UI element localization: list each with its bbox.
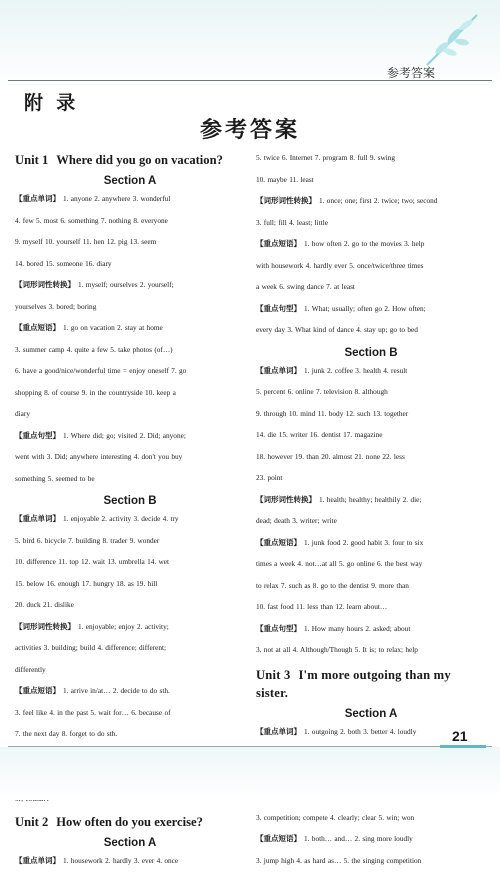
header-divider <box>8 80 492 81</box>
unit-3-heading <box>256 666 486 702</box>
answer-block <box>15 193 245 484</box>
answer-text: 15. below 16. enough 17. hungry 18. as 19. hill <box>15 578 158 588</box>
answer-line <box>256 601 486 612</box>
category-tag: 【词形词性转换】 <box>256 494 316 504</box>
section-heading: Section A <box>344 707 398 720</box>
answer-line <box>256 855 486 866</box>
answer-line <box>15 193 245 204</box>
answer-line <box>256 260 486 271</box>
answer-text: 5. twice 6. Internet 7. program 8. full 9. swing <box>256 153 396 162</box>
answer-line <box>15 685 245 696</box>
page-number-underline <box>440 745 486 748</box>
answer-text: activities 3. building; build 4. difference; different; <box>15 643 167 652</box>
answer-line <box>15 578 245 589</box>
answer-text: a week 6. swing dance 7. at least <box>256 282 355 291</box>
answer-text: 1. arrive in/at… 2. decide to do sth. <box>63 686 170 695</box>
answer-text: 1. Where did; go; visited 2. Did; anyone; <box>63 430 186 440</box>
answer-text: 1. junk food 2. good habit 3. four to six <box>304 537 424 547</box>
answer-line <box>256 833 486 844</box>
category-tag: 【重点句型】 <box>256 623 301 633</box>
answer-line <box>15 451 245 462</box>
answer-line <box>15 556 245 567</box>
answer-line <box>256 217 486 228</box>
answer-text: dead; death 3. writer; write <box>256 516 337 525</box>
answer-line <box>15 599 245 610</box>
answer-text: 9. through 10. mind 11. body 12. such 13. together <box>256 408 409 418</box>
unit-1-heading <box>15 152 245 169</box>
page-number: 21 <box>452 728 468 744</box>
answer-line <box>15 430 245 441</box>
answer-line <box>256 580 486 591</box>
answer-text: 1. enjoyable 2. activity 3. decide 4. try <box>63 514 179 523</box>
category-tag: 【重点短语】 <box>256 239 301 248</box>
answer-text: something 5. seemed to be <box>15 473 95 483</box>
answer-text: 5. bird 6. bicycle 7. building 8. trader 9. wonder <box>15 535 160 545</box>
answer-line <box>256 408 486 419</box>
answer-text: 9. myself 10. yourself 11. hen 12. pig 13. seem <box>15 237 157 246</box>
answer-text: with housework 4. hardly ever 5. once/twice/three times <box>256 260 424 270</box>
answer-line <box>256 238 486 249</box>
answer-text: went with 3. Did; anywhere interesting 4. don't you buy <box>15 452 183 461</box>
answer-line <box>15 215 245 226</box>
answer-text: 6. have a good/nice/wonderful time = enjoy oneself 7. go <box>15 366 187 375</box>
answer-text: every day 3. What kind of dance 4. stay up; go to bed <box>256 325 418 334</box>
answer-line <box>15 664 245 675</box>
answer-text: 1. both… and… 2. sing more loudly <box>304 834 413 843</box>
unit-title: I'm more outgoing than my sister. <box>256 667 451 700</box>
answer-line <box>256 281 486 292</box>
answer-text: times a week 4. not…at all 5. go online 6. the best way <box>256 559 423 568</box>
answer-line <box>15 513 245 524</box>
answer-line <box>15 408 245 419</box>
answer-line <box>256 429 486 440</box>
answer-line <box>15 535 245 546</box>
leaf-branch-icon <box>422 10 482 70</box>
answer-line <box>15 473 245 484</box>
answer-text: 3. feel like 4. in the past 5. wait for… 6. because of <box>15 707 171 717</box>
answer-line <box>15 621 245 632</box>
answer-text: differently <box>15 664 46 674</box>
answer-line <box>15 322 245 333</box>
answer-text: 1. junk 2. coffee 3. health 4. result <box>304 365 408 375</box>
answer-text: 20. duck 21. dislike <box>15 600 74 609</box>
answer-text: 1. go on vacation 2. stay at home <box>63 323 163 332</box>
answer-text: 1. health; healthy; healthily 2. die; <box>319 494 422 504</box>
answer-line <box>256 195 486 206</box>
section-heading: Section B <box>344 346 398 359</box>
answer-text: 5. percent 6. online 7. television 8. although <box>256 387 388 396</box>
unit-number: Unit 3 <box>256 667 291 682</box>
category-tag: 【重点句型】 <box>256 303 301 313</box>
header-label: 参考答案 <box>387 66 436 80</box>
answer-line <box>256 644 486 655</box>
answer-line <box>256 623 486 634</box>
answer-line <box>256 494 486 505</box>
category-tag: 【词形词性转换】 <box>15 280 75 289</box>
section-heading: Section B <box>103 495 157 507</box>
unit-number: Unit 2 <box>15 815 49 829</box>
answer-block <box>256 152 486 335</box>
footer-divider <box>8 746 492 747</box>
answer-text: 1. how often 2. go to the movies 3. help <box>304 239 425 248</box>
answer-text: 3. summer camp 4. quite a few 5. take photos (of…) <box>15 344 173 354</box>
category-tag: 【重点单词】 <box>15 514 60 523</box>
answer-text: 1. housework 2. hardly 3. ever 4. once <box>63 856 179 865</box>
answer-text: 3. full; fill 4. least; little <box>256 217 329 227</box>
answer-text: 18. however 19. than 20. almost 21. none 22. less <box>256 451 405 461</box>
answer-text: 10. fast food 11. less than 12. learn about… <box>256 602 388 611</box>
answer-line <box>15 258 245 269</box>
answer-text: 3. not at all 4. Although/Though 5. It is; to relax; help <box>256 645 418 654</box>
category-tag: 【重点单词】 <box>256 726 301 736</box>
unit-2-heading <box>15 814 245 831</box>
answer-block <box>256 365 486 656</box>
answer-text: 1. outgoing 2. both 3. better 4. loudly <box>304 726 417 736</box>
footer-band <box>0 747 500 800</box>
answer-line <box>15 301 245 312</box>
answer-text: 23. point <box>256 473 283 482</box>
answer-text: 1. How many hours 2. asked; about <box>304 623 411 633</box>
answer-text: 1. anyone 2. anywhere 3. wonderful <box>63 194 171 203</box>
section-heading: Section A <box>103 837 157 849</box>
appendix-heading: 附 录 <box>24 93 80 114</box>
answer-line <box>15 387 245 398</box>
page-title: 参考答案 <box>199 117 300 142</box>
answer-text: 14. die 15. writer 16. dentist 17. magazine <box>256 430 383 439</box>
answer-text: 1. enjoyable; enjoy 2. activity; <box>78 621 169 631</box>
answer-text: to relax 7. such as 8. go to the dentist 9. more than <box>256 580 409 590</box>
answer-text: diary <box>15 409 30 418</box>
answer-line <box>256 386 486 397</box>
answer-text: 1. myself; ourselves 2. yourself; <box>78 280 174 289</box>
answer-line <box>256 174 486 185</box>
answer-line <box>256 515 486 526</box>
answer-line <box>15 279 245 290</box>
answer-text: 10. maybe 11. least <box>256 174 314 184</box>
section-heading: Section A <box>103 175 157 187</box>
category-tag: 【重点单词】 <box>15 856 60 865</box>
category-tag: 【词形词性转换】 <box>256 196 316 205</box>
answer-line <box>256 303 486 314</box>
answer-text: shopping 8. of course 9. in the countryside 10. keep a <box>15 387 176 397</box>
answer-line <box>15 728 245 739</box>
answer-text: yourselves 3. bored; boring <box>15 301 97 311</box>
answer-line <box>15 365 245 376</box>
answer-line <box>15 855 245 866</box>
answer-text: 7. the next day 8. forget to do sth. <box>15 729 118 738</box>
category-tag: 【重点短语】 <box>256 834 301 843</box>
answer-text: 3. competition; compete 4. clearly; clear 5. win; won <box>256 812 415 822</box>
answer-text: 3. jump high 4. as hard as… 5. the singing competition <box>256 855 422 865</box>
category-tag: 【重点单词】 <box>15 194 60 203</box>
answer-line <box>256 558 486 569</box>
unit-title: Where did you go on vacation? <box>56 153 223 167</box>
category-tag: 【重点短语】 <box>256 537 301 547</box>
category-tag: 【重点句型】 <box>15 430 60 440</box>
answer-line <box>256 324 486 335</box>
category-tag: 【词形词性转换】 <box>15 621 75 631</box>
answer-line <box>256 365 486 376</box>
answer-line <box>256 472 486 483</box>
answer-line <box>256 537 486 548</box>
unit-title: How often do you exercise? <box>56 815 203 829</box>
answer-line <box>256 152 486 163</box>
answer-line <box>15 344 245 355</box>
unit-number: Unit 1 <box>15 153 49 167</box>
answer-line <box>15 236 245 247</box>
answer-block <box>15 855 245 866</box>
answer-text: 1. What; usually; often go 2. How often; <box>304 303 426 313</box>
answer-text: 14. bored 15. someone 16. diary <box>15 258 112 268</box>
category-tag: 【重点单词】 <box>256 365 301 375</box>
answer-line <box>15 642 245 653</box>
category-tag: 【重点短语】 <box>15 323 60 332</box>
answer-line <box>15 707 245 718</box>
answer-line <box>256 812 486 823</box>
category-tag: 【重点短语】 <box>15 686 60 695</box>
answer-text: 10. difference 11. top 12. wait 13. umbrella 14. wet <box>15 557 170 566</box>
answer-text: 1. once; one; first 2. twice; two; second <box>319 196 438 205</box>
answer-line <box>256 451 486 462</box>
answer-text: 4. few 5. most 6. something 7. nothing 8. everyone <box>15 215 168 225</box>
